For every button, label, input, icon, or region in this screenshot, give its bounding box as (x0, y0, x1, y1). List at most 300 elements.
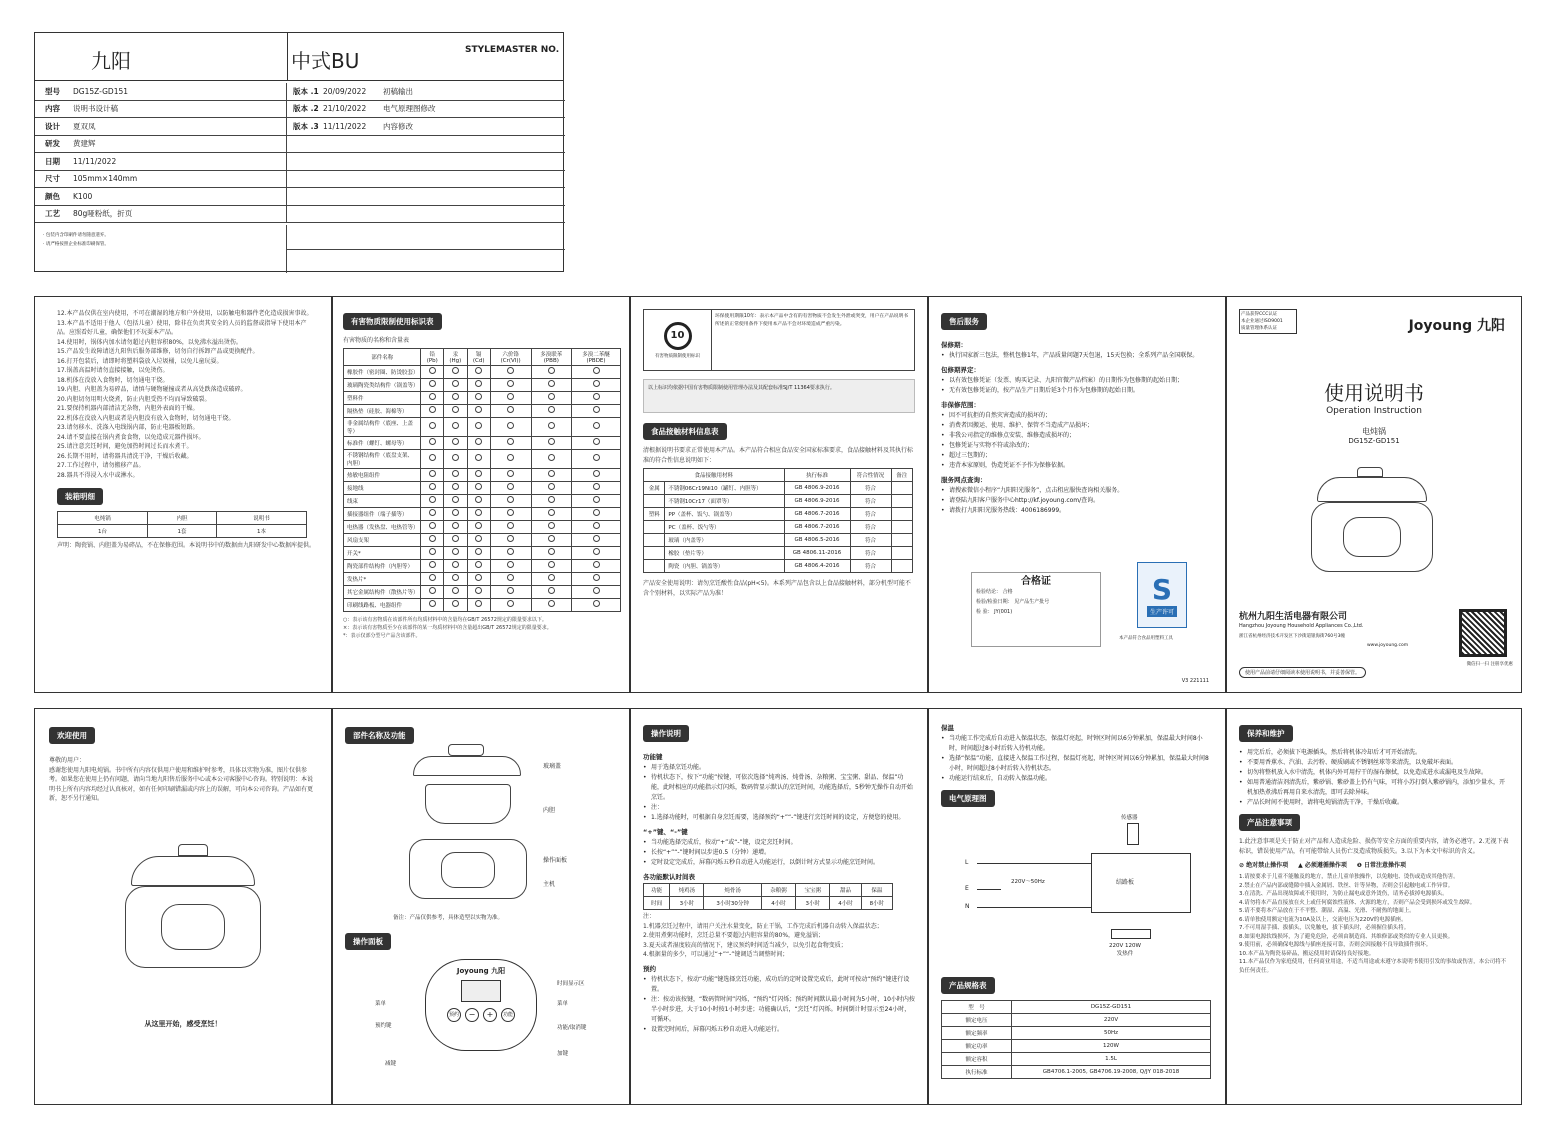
card-note: · 请严格按照企业标准印刷保管。 (43, 242, 109, 247)
time-table (643, 883, 893, 910)
card-note: · 包装内含印刷件请勿随意遗弃。 (43, 233, 109, 238)
btn-label: 时间显示区 (557, 981, 585, 987)
circle-mark (548, 574, 555, 581)
circle-mark (593, 454, 600, 461)
circle-mark (593, 496, 600, 503)
table-row (644, 508, 913, 521)
preset-text (643, 975, 915, 1035)
circle-mark (429, 548, 436, 555)
text-item: • 如用普通清洁剂清洗后，紫砂锅、紫砂盖上仍有气味，可将小苏打倒入紫砂锅内，添加少量水，开机加热煮沸后再用自来水清洗，即可去除异味。 (1239, 778, 1509, 798)
card-row (35, 136, 565, 154)
safety-item: 18.机体在没放入食物时，切勿通电干烧。 (57, 376, 169, 384)
circle-mark (452, 422, 459, 429)
safety-item: 20.内胆切勿用明火烧煮，防止内胆受热不均而导致破裂。 (57, 395, 211, 403)
service-section: 服务网点查询： (941, 476, 987, 484)
circle-mark (507, 535, 514, 542)
declare: 声明：陶瓷锅、内胆盖为易碎品，不在保修范围。本说明书中的数据由九阳研发中心数据库提供。 (57, 542, 316, 549)
circle-mark (429, 561, 436, 568)
circle-mark (507, 496, 514, 503)
card-row (35, 188, 565, 206)
food-cell: 符合 (850, 534, 891, 547)
panel-care (1226, 708, 1522, 1105)
version-key: 版本 .1 (293, 86, 319, 96)
food-cell: 符合 (850, 495, 891, 508)
version-date: 20/09/2022 (323, 86, 367, 96)
food-cell: 塑料 (644, 508, 665, 521)
circle-mark (548, 422, 555, 429)
care-icon: ❶ 日常注意操作项 (1356, 862, 1407, 869)
spec-val: DG15Z-GD151 (1012, 1001, 1211, 1014)
cert-row: 检 验： JY(001) (976, 609, 1013, 615)
food-cell: PP（盖杯、饭勺、锅盖等） (665, 508, 784, 521)
service-list (941, 340, 1213, 516)
version: V3 221111 (1181, 678, 1209, 684)
hazard-col: 部件名称 (344, 348, 421, 365)
panel-safety (34, 296, 332, 693)
circle-mark (475, 548, 482, 555)
time-val: 4小时 (761, 897, 795, 910)
food-cell (644, 560, 665, 573)
circle-mark (429, 509, 436, 516)
card-left (35, 206, 287, 223)
time-val: 时间 (644, 897, 670, 910)
welcome-tag: 从这里开始，感受烹饪！ (144, 1020, 222, 1028)
card-key: 日期 (45, 156, 60, 166)
circle-mark (452, 535, 459, 542)
circle-mark (452, 483, 459, 490)
card-row (35, 83, 565, 101)
cert-row: 检验/检验日期： 见产品生产批号 (976, 599, 1050, 605)
hazard-part: 线束 (344, 494, 421, 507)
circle-mark (475, 422, 482, 429)
time-val: 4小时 (830, 897, 861, 910)
circle-mark (593, 548, 600, 555)
stamp-line: 产品获得CCC认证 (1241, 312, 1278, 317)
service-item: • 请登陆九阳客户服务中心http://kf.joyoung.com/查询。 (941, 496, 1213, 506)
card-row (35, 206, 565, 224)
food-cell: GB 4806.11-2016 (784, 547, 850, 560)
table-row (644, 482, 913, 495)
welcome-header: 欢迎使用 (49, 727, 95, 744)
table-row (344, 391, 621, 404)
company-en: Hangzhou Joyoung Household Appliances Co.,Ltd. (1239, 623, 1364, 629)
text-item: • 待机状态下，按下“功能”按键，可依次选择“炖鸡汤、炖骨汤、杂粮粥、宝宝粥、甜品、保温”功能，此时相应的功能指示灯闪烁，数码管显示默认的烹饪时间，功能选择后，5秒钟无操作自动开始烹饪。 (643, 773, 915, 803)
food-cell: 不锈钢06Cr19Ni10（罐钉、内胆等） (665, 482, 784, 495)
food-intro: 清根据说明书要求正常使用本产品。本产品符合相应食品安全国家标准要求，食品接触材料及其执行标准的符合性信息说明如下： (643, 447, 914, 464)
hazard-part: 发热片* (344, 572, 421, 585)
circle-mark (593, 470, 600, 477)
safety-item: 16.打开包装后，请即时将塑料袋放入垃圾桶，以免儿童玩耍。 (57, 357, 223, 365)
minus-button[interactable]: − (465, 1008, 479, 1022)
circle-mark (452, 393, 459, 400)
text-item: • 用完后后，必须拔下电源插头，然后将机体冷却后才可开始清洗。 (1239, 748, 1509, 758)
plus-button[interactable]: + (483, 1008, 497, 1022)
care-header: 保养和维护 (1239, 725, 1293, 742)
pack-val: 1台 (58, 525, 148, 538)
table-row (644, 534, 913, 547)
table-row (344, 417, 621, 436)
circle-mark (507, 438, 514, 445)
safety-item: 25.请注意烹饪时间，避免加热时间过长而水煮干。 (57, 443, 193, 450)
card-key: 工艺 (45, 209, 60, 219)
food-cell: 符合 (850, 482, 891, 495)
circle-mark (593, 393, 600, 400)
operation-notes (643, 912, 915, 960)
time-col: 炖鸡汤 (670, 884, 704, 897)
text-item: • 选择“保温”功能，直接进入保温工作过程，保温灯亮起，时钟区时间以6分钟累加，保温最大时间8小时，时间超过8小时后转入待机状态。 (941, 754, 1213, 774)
circle-mark (548, 496, 555, 503)
cooker-illustration (123, 844, 263, 974)
circle-mark (452, 367, 459, 374)
circle-mark (475, 522, 482, 529)
heater-symbol (1111, 929, 1151, 939)
card-left (35, 188, 287, 205)
sec-timetable: 各功能默认时间表 (643, 873, 695, 881)
circle-mark (548, 438, 555, 445)
text-item: • 切勿将整机放入水中清洗，机体内外可用拧干的湿布擦拭，以免造成进水或漏电及生故障。 (1239, 768, 1509, 778)
circle-mark (593, 600, 600, 607)
circle-mark (429, 483, 436, 490)
hazard-part: 插接器组件（端子插等） (344, 507, 421, 520)
product-model: DG15Z-GD151 (1348, 437, 1400, 445)
food-cell (644, 534, 665, 547)
circle-mark (429, 406, 436, 413)
circle-mark (475, 496, 482, 503)
circle-mark (429, 380, 436, 387)
service-section: 非保修范围： (941, 401, 980, 409)
card-value: 夏双凤 (73, 121, 96, 131)
hazard-part: 不锈钢结构件（底盘支架、内胆） (344, 449, 421, 468)
hazard-part: 非金属结构件（底座、上盖等） (344, 417, 421, 436)
card-header (35, 33, 563, 81)
hazard-note: ×：表示该有害物质至少在该部件的某一均质材料中的含量超出GB/T 26572规定的限量要求。 (343, 624, 552, 631)
circle-mark (548, 483, 555, 490)
card-key: 颜色 (45, 191, 60, 201)
circle-mark (507, 574, 514, 581)
food-cell: 符合 (850, 521, 891, 534)
service-item: • 超过三包期的； (941, 451, 1213, 461)
panel-service (928, 296, 1226, 693)
brand-logo: Joyoung 九阳 (1408, 318, 1505, 334)
text-item: 3.夏天或者湿度较高的情况下，建议预约时间适当减少，以免引起食物变质； (643, 941, 847, 949)
text-item: • 定时设定完成后，屏幕闪烁五秒自动进入功能运行，以倒计时方式显示功能烹饪时间。 (643, 858, 915, 868)
circle-mark (475, 483, 482, 490)
text-item: 4.请勿将本产品直接放在火上或任何腐蚀性液体、火源的地方，否则产品会受到损坏或发生故障。 (1239, 899, 1476, 906)
qs-logo: S 生产许可 (1137, 562, 1187, 628)
card-left (35, 171, 287, 188)
pack-val: 1套 (148, 525, 217, 538)
manual-title: 使用说明书 (1324, 381, 1424, 405)
time-val: 3小时30分钟 (704, 897, 761, 910)
pack-val: 1本 (216, 525, 306, 538)
sec-keepwarm: 保温 (941, 724, 954, 732)
text-item: • 用于选择烹饪功能。 (643, 763, 915, 773)
control-panel (425, 959, 537, 1051)
panel-operation (630, 708, 928, 1105)
circle-mark (593, 367, 600, 374)
circle-mark (452, 561, 459, 568)
preset-button[interactable]: 预约 (447, 1008, 461, 1022)
product-name: 电炖锅 (1362, 427, 1386, 436)
cert-title: 合格证 (1021, 576, 1051, 587)
food-foot: 产品安全使用说明：请勿烹饪酸性食品(pH<5)。本系列产品包含以上食品接触材料，部分机型可能不含个别材料，以实际产品为准！ (643, 580, 911, 597)
time-col: 炖骨汤 (704, 884, 761, 897)
circle-mark (507, 454, 514, 461)
hazard-part: 风扇支架 (344, 533, 421, 546)
notice-header: 产品注意事项 (1239, 814, 1300, 831)
card-value: DG15Z-GD151 (73, 86, 129, 96)
food-cell: 橡胶（垫片等） (665, 547, 784, 560)
card-value: K100 (73, 191, 93, 201)
circle-mark (429, 393, 436, 400)
food-cell: GB 4806.9-2016 (784, 482, 850, 495)
circle-mark (429, 454, 436, 461)
hazard-part: 橡胶件（密封圈、防烫胶套） (344, 365, 421, 378)
circle-mark (452, 406, 459, 413)
circle-mark (452, 548, 459, 555)
spec-key: 执行标准 (942, 1066, 1012, 1079)
card-key: 设计 (45, 121, 60, 131)
card-value: 说明书设计稿 (73, 104, 118, 114)
care-list (1239, 748, 1509, 808)
card-row (35, 118, 565, 136)
table-row (644, 521, 913, 534)
text-item: 8.如果电源软线损坏，为了避免危险，必须由制造商、其维修部或类似的专业人员更换。 (1239, 933, 1454, 940)
service-item: • 因不可抗拒的自然灾害造成的损坏的； (941, 411, 1213, 421)
circle-mark (548, 406, 555, 413)
hazard-sub: 有害物质的名称和含量表 (343, 337, 410, 344)
service-item: • 非我公司指定的维修点安装、维修造成损坏的； (941, 431, 1213, 441)
circle-mark (593, 422, 600, 429)
legend (1239, 860, 1509, 869)
qr-code (1459, 609, 1507, 657)
text-item: • 注：按动该按键，“数码管时间”闪烁，“预约”灯闪烁；预约时间默认最小时间为5小时，10小时内按半小时步进，大于10小时按1小时步进；功能确认后，“烹饪”灯闪烁。时间倒计时显示至24小时，可循环。 (643, 995, 915, 1025)
btn-label: 菜单 (375, 1001, 387, 1007)
part-body-label: 主机 (543, 881, 556, 888)
text-item: 4.根据量的多少，可以通过“+”“-”键调适当调整时间； (643, 951, 789, 958)
circle-mark (429, 587, 436, 594)
circle-mark (548, 509, 555, 516)
circle-mark (429, 496, 436, 503)
text-item: 1.请按要求于儿童不能触及的地方，禁止儿童单独操作，以免触电、烫伤或造成其他伤害。 (1239, 874, 1459, 880)
circle-mark (475, 470, 482, 477)
circle-mark (452, 600, 459, 607)
food-cell: 符合 (850, 560, 891, 573)
table-row (344, 533, 621, 546)
safety-item: 19.内胆、内胆盖为易碎品，请慎与硬物碰撞或者从高处跌落造成破碎。 (57, 386, 247, 393)
food-header: 食品接触材料信息表 (643, 423, 727, 440)
circle-mark (475, 367, 482, 374)
hazard-part: 隔热垫（硅胶、海棉等） (344, 404, 421, 417)
food-cell (644, 495, 665, 508)
card-row (35, 101, 565, 119)
panel-cover (1226, 296, 1522, 693)
operation-header: 操作说明 (643, 725, 689, 742)
terminal-e: E (965, 885, 969, 892)
text-item: • 当功能选择完成后，按动“+”或“-”键，设定烹饪时间。 (643, 838, 915, 848)
table-row (942, 1027, 1211, 1040)
food-cell: 符合 (850, 547, 891, 560)
circle-mark (429, 574, 436, 581)
text-item: 6.请单独使用额定电流为10A及以上，交流电压为220V的电源插座。 (1239, 916, 1407, 923)
table-row (942, 1040, 1211, 1053)
circle-mark (548, 470, 555, 477)
food-col: 食品接触用材料 (644, 469, 785, 482)
food-cell: 不锈钢10Cr17（面罩等） (665, 495, 784, 508)
hazard-col: 镉(Cd) (467, 348, 490, 365)
version-date: 21/10/2022 (323, 104, 367, 114)
card-left (35, 118, 287, 135)
circle-mark (593, 483, 600, 490)
text-item: • 1.选择功能时，可根据自身烹饪需要，选择预约“+”“-”键进行烹饪时间的设定，方便您的使用。 (643, 813, 915, 823)
safety-item: 26.长期不用时，请将器具清洗干净，干燥后收藏。 (57, 452, 193, 460)
service-item: • 请拨打九阳阳光服务热线：4006186999。 (941, 506, 1213, 516)
food-cell: 玻璃（内盖等） (665, 534, 784, 547)
safety-item: 15.产品发生故障请送九阳售后服务部维修，切勿自行拆卸产品或更换配件。 (57, 348, 259, 355)
food-cell: GB 4806.7-2016 (784, 521, 850, 534)
spec-val: 50Hz (1012, 1027, 1211, 1040)
circle-mark (452, 470, 459, 477)
service-item: • 以有效包修凭证（发票、购买记录、九阳官微产品档案）的日期作为包修期的起始日期； (941, 376, 1213, 386)
qr-note: 微信扫一扫 注册享优惠 (1466, 662, 1513, 667)
food-table (643, 468, 913, 573)
circle-mark (475, 600, 482, 607)
circle-mark (507, 483, 514, 490)
safety-item: 22.机体在没放入内胆或者是内胆没有放入食物时，切勿通电干烧。 (57, 414, 235, 422)
env-10-icon: 10 (664, 322, 692, 350)
hazard-table (343, 348, 621, 612)
service-item: • 违背本家原则，伪造凭证不予作为保修依据。 (941, 461, 1213, 471)
hazard-part: 塑料件 (344, 391, 421, 404)
spec-key: 额定电压 (942, 1014, 1012, 1027)
spec-key: 型 号 (942, 1001, 1012, 1014)
safety-item: 14.使用时，锅体内加水请勿超过内胆容积80%，以免沸水溢出烫伤。 (57, 338, 242, 346)
panel-hazard (332, 296, 630, 693)
version-key: 版本 .3 (293, 121, 319, 131)
circle-mark (548, 535, 555, 542)
circle-mark (429, 535, 436, 542)
service-section: 保修期： (941, 341, 967, 349)
sensor-symbol (1127, 823, 1139, 845)
table-row (644, 547, 913, 560)
circle-mark (429, 438, 436, 445)
sec-preset: 预约 (643, 964, 656, 973)
circle-mark (593, 522, 600, 529)
care-label: 日常注意操作项 (1364, 862, 1407, 869)
text-item: • 注： (643, 803, 915, 813)
hazard-part: 印刷线路板、电器组件 (344, 598, 421, 611)
stamp-line: 本企业通过ISO9001 (1241, 319, 1283, 324)
hazard-col: 多溴联苯(PBB) (531, 348, 571, 365)
circle-mark (475, 535, 482, 542)
spec-key: 额定频率 (942, 1027, 1012, 1040)
parts-header: 部件名称及功能 (345, 727, 414, 744)
table-row (344, 520, 621, 533)
text-item: 2.使用煮粥功能时，烹饪总量不要超过内胆容量的80%，避免溢锅； (643, 932, 825, 939)
circle-mark (593, 574, 600, 581)
circle-mark (593, 380, 600, 387)
keepwarm-text (941, 734, 1213, 784)
function-button[interactable]: 功能 (501, 1008, 515, 1022)
pack-col: 说明书 (216, 512, 306, 525)
card-right (287, 121, 413, 132)
terminal-n: N (965, 903, 970, 910)
safety-item: 13.本产品不适用于他人（包括儿童）使用，除非在负责其安全的人员的监督或指导下使用本产品。应照看好儿童，确保他们不玩耍本产品。 (57, 319, 307, 336)
table-row (942, 1014, 1211, 1027)
welcome-body: 感谢您使用九阳电炖锅。书中所有内容仅供用户使用和维护时参考，具体以实物为准，图片仅供参考。如果您在使用上仍有问题，请向当地九阳售后服务中心或本公司客服中心咨询。特别说明：本说明书上所有内容均经过认真核对，如有任何印刷错漏或内容上的误解，可向本公司咨询。产品如有更新，恕不另行通知。 (49, 766, 314, 802)
text-item: • 产品长时间不使用时，请将电炖锅清洗干净，干燥后收藏。 (1239, 798, 1509, 808)
cooker-illustration (1307, 467, 1437, 577)
table-row (344, 559, 621, 572)
card-key: 内容 (45, 104, 60, 114)
circle-mark (507, 509, 514, 516)
version-note: 内容修改 (383, 121, 413, 131)
panel-parts (332, 708, 630, 1105)
hazard-col: 汞(Hg) (444, 348, 467, 365)
circle-mark (429, 422, 436, 429)
text-item: • 功能运行结束后，自动转入保温功能。 (941, 774, 1213, 784)
hazard-part: 陶瓷部件结构件（内胆等） (344, 559, 421, 572)
circle-mark (507, 406, 514, 413)
spec-val: 220V (1012, 1014, 1211, 1027)
manual-subtitle: Operation Instruction (1326, 406, 1422, 416)
spec-key: 额定功率 (942, 1040, 1012, 1053)
panel-welcome (34, 708, 332, 1105)
card-left (35, 153, 287, 170)
pack-table (57, 511, 307, 538)
card-brand: 九阳 (91, 49, 131, 73)
hazard-part: 玻璃陶瓷类结构件（锅盖等） (344, 378, 421, 391)
table-row (644, 560, 913, 573)
table-row (344, 378, 621, 391)
notice-intro: 1.此注意事项是关于防止对产品和人造成危险、损伤等安全方面的重要内容，请务必遵守。2.无视下表标识，错误使用产品，有可能带给人员伤亡及造成物质损失。3.以下为本文中标识的含义。 (1239, 838, 1509, 855)
circle-mark (593, 587, 600, 594)
food-cell (644, 521, 665, 534)
env-box (643, 309, 915, 371)
version-note: 电气原理图修改 (383, 104, 436, 114)
spec-val: GB4706.1-2005, GB4706.19-2008, Q/JY 018-2018 (1012, 1066, 1211, 1079)
qs-label: 生产许可 (1147, 606, 1177, 617)
pack-header: 装箱明细 (57, 488, 103, 505)
circle-mark (593, 561, 600, 568)
text-item: 5.请不要将本产品放在于不平整、潮湿、高温、光滑、不耐热的地面上。 (1239, 908, 1415, 914)
card-bu: 中式BU (291, 49, 360, 73)
time-col: 保温 (861, 884, 892, 897)
version-date: 11/11/2022 (323, 121, 367, 131)
card-right (287, 86, 413, 97)
cover-foot: 使用产品前请仔细阅读本使用说明书，并妥善保管。 (1239, 667, 1366, 678)
sec-plusminus: “+”键、“-”键 (643, 828, 688, 836)
spec-table (941, 1000, 1211, 1079)
plusminus-text (643, 838, 915, 868)
time-val: 3小时 (670, 897, 704, 910)
terminal-l: L (965, 859, 969, 866)
circle-mark (548, 561, 555, 568)
voltage-label: 220V～50Hz (1011, 879, 1045, 885)
circle-mark (452, 438, 459, 445)
hazard-note: ○：表示该有害物质在该部件所有均质材料中的含量均在GB/T 26572规定的限量要求以下。 (343, 616, 547, 623)
circle-mark (429, 600, 436, 607)
circle-mark (548, 522, 555, 529)
circle-mark (507, 393, 514, 400)
card-left (35, 83, 287, 100)
circle-mark (429, 522, 436, 529)
circle-mark (507, 561, 514, 568)
hazard-part: 接地线 (344, 481, 421, 494)
hazard-part: 热敏电阻组件 (344, 468, 421, 481)
food-cell: GB 4806.5-2016 (784, 534, 850, 547)
function-text (643, 763, 915, 823)
